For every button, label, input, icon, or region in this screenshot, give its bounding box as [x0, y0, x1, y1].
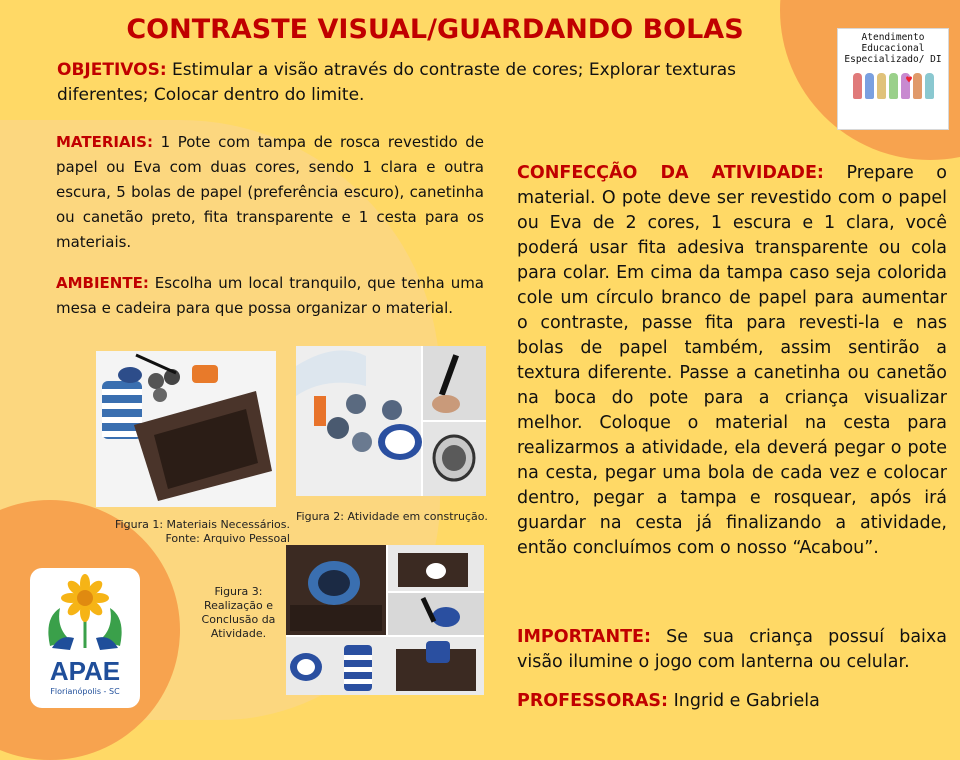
figure-3-caption	[196, 585, 281, 641]
importante-text: Se sua criança possuí baixa visão ilumine o jogo com lanterna ou celular.	[517, 627, 947, 672]
materiais-label: MATERIAIS:	[56, 133, 153, 151]
badge-line-2: Educacional	[861, 43, 925, 54]
confeccao-label: CONFECÇÃO DA ATIVIDADE:	[517, 163, 824, 183]
flower-hands-icon	[30, 568, 140, 658]
ambiente-section	[56, 271, 484, 321]
importante-section	[517, 625, 947, 675]
figure-2-caption: Figura 2: Atividade em construção.	[296, 510, 488, 523]
figure-3-caption-line-2: Realização e	[203, 599, 274, 612]
materiais-text: 1 Pote com tampa de rosca revestido de papel ou Eva com duas cores, sendo 1 clara e outra escura, 5 bolas de papel (preferência escuro), canetinha ou canetão preto, fita transparente e 1 cesta para os materiais.	[56, 133, 484, 251]
logo-name: APAE	[49, 656, 121, 686]
objetivos-text: Estimular a visão através do contraste de cores; Explorar texturas diferentes; Colocar dentro do limite.	[57, 60, 736, 105]
figure-1-caption-line-1: Figura 1: Materiais Necessários.	[115, 518, 290, 531]
professoras-text: Ingrid e Gabriela	[668, 691, 820, 711]
figure-3-photo	[286, 545, 484, 695]
figure-3-caption-line-1: Figura 3:	[214, 585, 263, 598]
figure-3-caption-line-3: Conclusão da	[201, 613, 276, 626]
figure-1-caption	[90, 518, 290, 546]
ambiente-label: AMBIENTE:	[56, 274, 149, 292]
badge-line-1: Atendimento	[861, 32, 925, 43]
objetivos-section	[57, 58, 807, 108]
aee-badge	[837, 28, 949, 130]
professoras-label: PROFESSORAS:	[517, 691, 669, 711]
page-title: CONTRASTE VISUAL/GUARDANDO BOLAS	[126, 14, 744, 45]
figure-3-caption-line-4: Atividade.	[210, 627, 267, 640]
confeccao-text: Prepare o material. O pote deve ser revestido com o papel ou Eva de 2 cores, 1 escura e 1 clara, você poderá usar fita adesiva transparente ou cola para colar. Em cima da tampa caso seja colorida cole um círculo branco de papel para aumentar o contraste, passe fita para revesti-la e nas bolas de papel também, assim sentirão a textura diferente. Passe a canetinha ou canetão na boca do pote para a criança visualizar melhor. Coloque o material na cesta para realizarmos a atividade, ela deverá pegar o pote na cesta, pegar uma bola de cada vez e colocar dentro, pegar a tampa e rosquear, após irá guardar na cesta já finalizando a atividade, então concluímos com o nosso “Acabou”.	[517, 163, 947, 558]
objetivos-label: OBJETIVOS:	[57, 60, 167, 80]
figure-1-caption-line-2: Fonte: Arquivo Pessoal	[165, 532, 290, 545]
confeccao-section	[517, 161, 947, 561]
importante-label: IMPORTANTE:	[517, 627, 651, 647]
professoras-section	[517, 689, 820, 714]
ambiente-text: Escolha um local tranquilo, que tenha uma mesa e cadeira para que possa organizar o material.	[56, 274, 484, 317]
apae-logo	[30, 568, 140, 708]
badge-line-3: Especializado/ DI	[844, 54, 942, 65]
figure-2-photo	[296, 346, 486, 496]
heart-icon: ♥	[906, 75, 913, 86]
logo-city: Florianópolis - SC	[50, 687, 120, 696]
figure-1-photo	[96, 351, 276, 507]
materiais-section	[56, 130, 484, 255]
children-illustration	[838, 73, 948, 99]
